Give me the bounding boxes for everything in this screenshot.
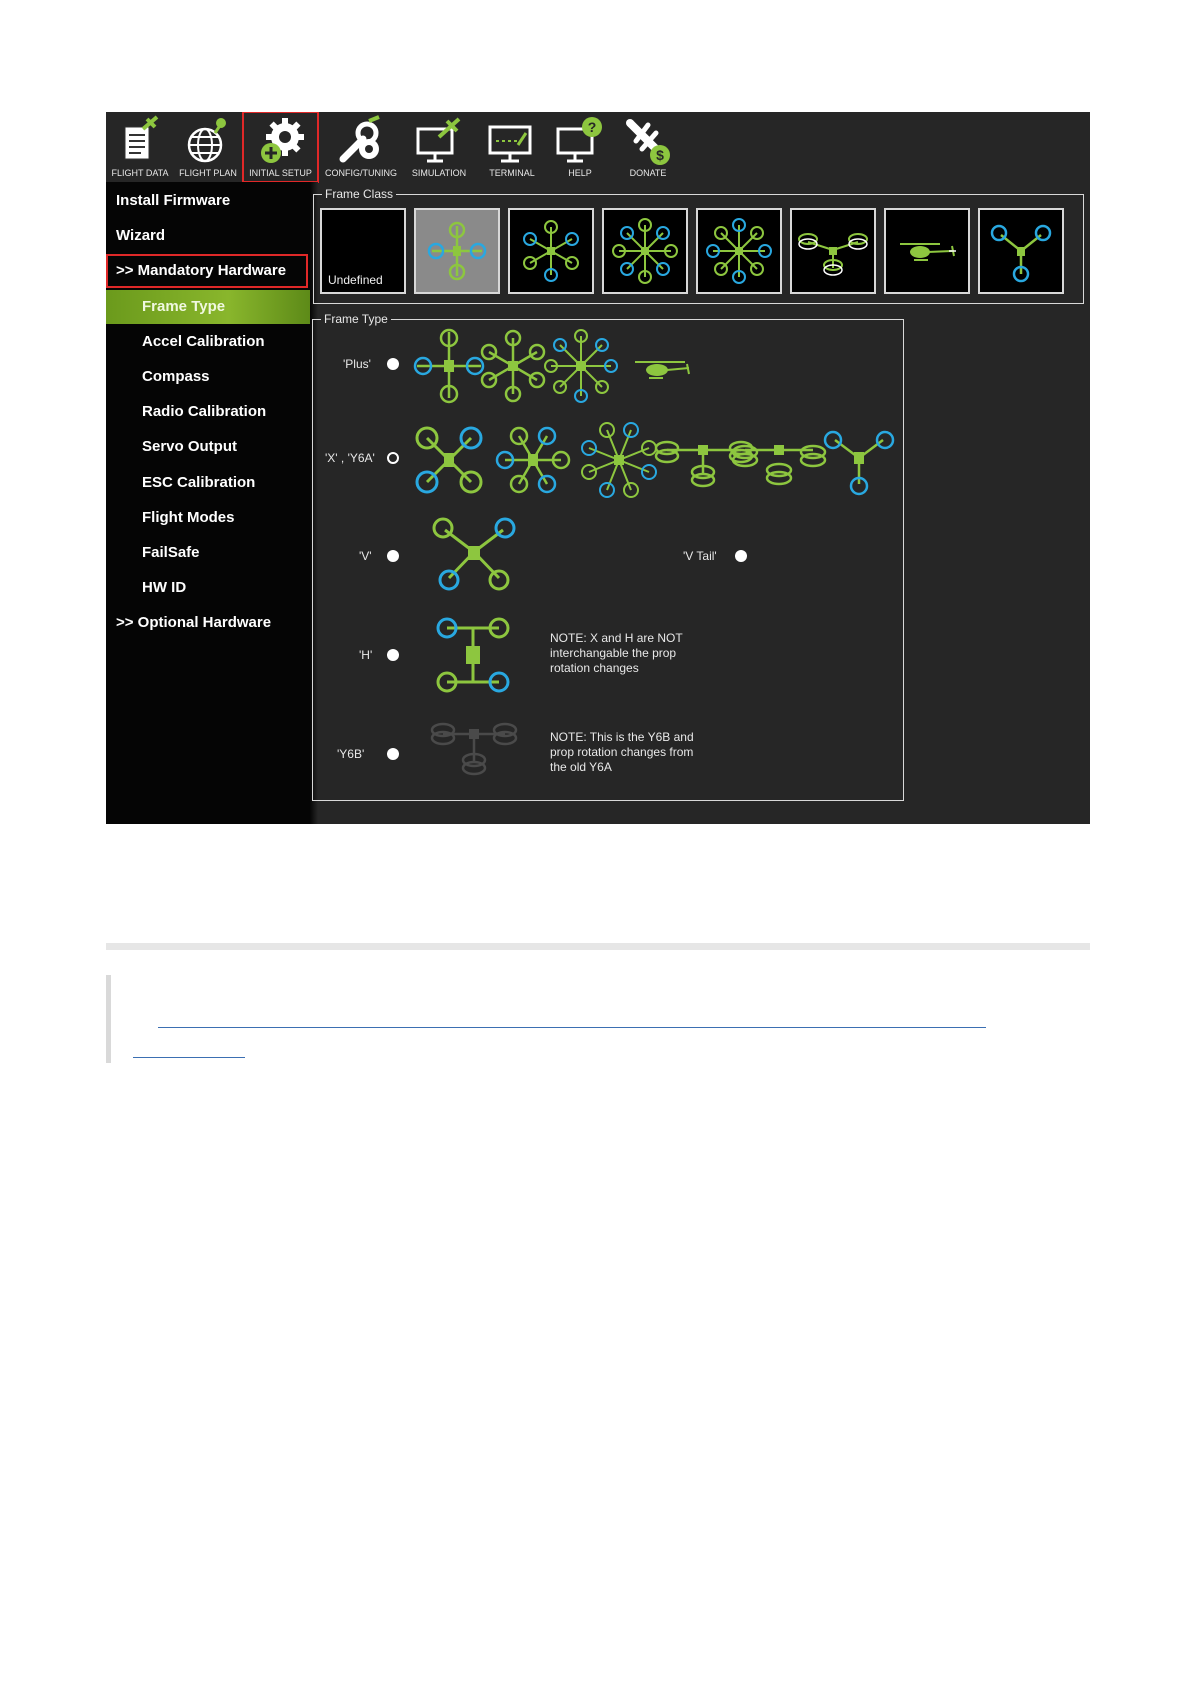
main-toolbar [106, 112, 1090, 182]
note-y6b [550, 730, 694, 775]
plus-radio[interactable] [387, 358, 399, 370]
flight-data-button[interactable] [106, 112, 174, 182]
terminal-button[interactable] [476, 112, 548, 182]
note-x-h-line-1: NOTE: X and H are NOT [550, 631, 683, 645]
note-y6b-line-3: the old Y6A [550, 760, 612, 774]
frame-class-y6[interactable] [790, 208, 876, 294]
globe-icon [185, 115, 231, 167]
svg-text:$: $ [656, 147, 664, 163]
frame-class-hexa[interactable] [508, 208, 594, 294]
frame-class-tri[interactable] [978, 208, 1064, 294]
flight-plan-button[interactable] [174, 112, 242, 182]
hyperlink-underline-continued[interactable] [133, 1057, 245, 1058]
help-button[interactable] [548, 112, 612, 182]
frame-class-octa-quad[interactable] [696, 208, 782, 294]
undefined-label: Undefined [328, 273, 383, 287]
initial-setup-button[interactable] [243, 112, 318, 182]
sidebar-item-esc-calibration[interactable]: ESC Calibration [142, 474, 256, 491]
sidebar-item-flight-modes[interactable]: Flight Modes [142, 509, 235, 526]
flight-data-icon [117, 115, 163, 167]
h-frame-icon [433, 614, 513, 698]
config-tuning-button[interactable] [322, 112, 400, 182]
h-label: 'H' [359, 648, 373, 662]
sidebar-item-optional-hardware[interactable]: >> Optional Hardware [116, 614, 272, 631]
frame-type-group [312, 312, 904, 801]
sidebar-item-radio-calibration[interactable]: Radio Calibration [142, 403, 267, 420]
v-label: 'V' [359, 549, 372, 563]
quad-frame-icon [416, 210, 498, 292]
sidebar-item-install-firmware[interactable]: Install Firmware [116, 192, 231, 209]
svg-text:?: ? [587, 119, 597, 135]
gear-icon [255, 115, 307, 167]
help-label: HELP [568, 168, 592, 178]
sidebar-item-mandatory-hardware[interactable]: >> Mandatory Hardware [106, 254, 308, 288]
frame-class-quad[interactable] [414, 208, 500, 294]
terminal-icon [486, 115, 538, 167]
frame-class-octa[interactable] [602, 208, 688, 294]
blockquote-bar [106, 975, 111, 1063]
note-x-h [550, 631, 683, 676]
hyperlink-underline[interactable] [158, 1027, 986, 1028]
horizontal-divider [106, 943, 1090, 950]
simulation-button[interactable] [404, 112, 474, 182]
note-x-h-line-2: interchangable the prop [550, 646, 677, 660]
frame-class-title: Frame Class [322, 186, 396, 202]
hexa-frame-icon [510, 210, 592, 292]
x-y6a-label: 'X' , 'Y6A' [325, 451, 375, 465]
octa-frame-icon [604, 210, 686, 292]
wrench-gear-icon [335, 115, 387, 167]
initial-setup-label: INITIAL SETUP [249, 168, 312, 178]
donate-label: DONATE [629, 168, 667, 178]
note-x-h-line-3: rotation changes [550, 661, 639, 675]
frame-class-heli[interactable] [884, 208, 970, 294]
help-icon [554, 115, 606, 167]
h-radio[interactable] [387, 649, 399, 661]
sidebar-item-failsafe[interactable]: FailSafe [142, 544, 200, 561]
v-tail-radio[interactable] [735, 550, 747, 562]
sidebar-item-compass[interactable]: Compass [142, 368, 210, 385]
mission-planner-window [106, 112, 1090, 824]
flight-plan-label: FLIGHT PLAN [179, 168, 237, 178]
config-tuning-label: CONFIG/TUNING [325, 168, 397, 178]
sidebar-item-hw-id[interactable]: HW ID [142, 579, 187, 596]
sidebar-item-wizard[interactable]: Wizard [116, 227, 166, 244]
donate-button[interactable] [614, 112, 682, 182]
y6b-label: 'Y6B' [337, 747, 365, 761]
x-y6a-radio[interactable] [387, 452, 399, 464]
v-radio[interactable] [387, 550, 399, 562]
plus-frames-icon [413, 326, 693, 406]
frame-class-group [313, 187, 1084, 304]
x-frames-icon [413, 418, 899, 502]
y6-frame-icon [792, 210, 874, 292]
y6b-radio[interactable] [387, 748, 399, 760]
octa-quad-frame-icon [698, 210, 780, 292]
setup-sidebar [106, 182, 310, 824]
sidebar-item-frame-type[interactable]: Frame Type [106, 290, 310, 324]
note-y6b-line-2: prop rotation changes from [550, 745, 694, 759]
note-y6b-line-1: NOTE: This is the Y6B and [550, 730, 694, 744]
terminal-label: TERMINAL [489, 168, 535, 178]
sidebar-item-servo-output[interactable]: Servo Output [142, 438, 238, 455]
plus-label: 'Plus' [343, 357, 371, 371]
frame-type-title: Frame Type [321, 311, 391, 327]
y6b-frame-icon [429, 716, 519, 792]
v-tail-label: 'V Tail' [683, 549, 717, 563]
sidebar-item-accel-calibration[interactable]: Accel Calibration [142, 333, 265, 350]
monitor-plane-icon [413, 115, 465, 167]
donate-plane-icon [622, 115, 674, 167]
v-frame-icon [429, 516, 519, 596]
frame-class-undefined[interactable] [320, 208, 406, 294]
heli-frame-icon [886, 210, 968, 292]
simulation-label: SIMULATION [411, 168, 467, 178]
tri-frame-icon [980, 210, 1062, 292]
flight-data-label: FLIGHT DATA [111, 168, 169, 178]
